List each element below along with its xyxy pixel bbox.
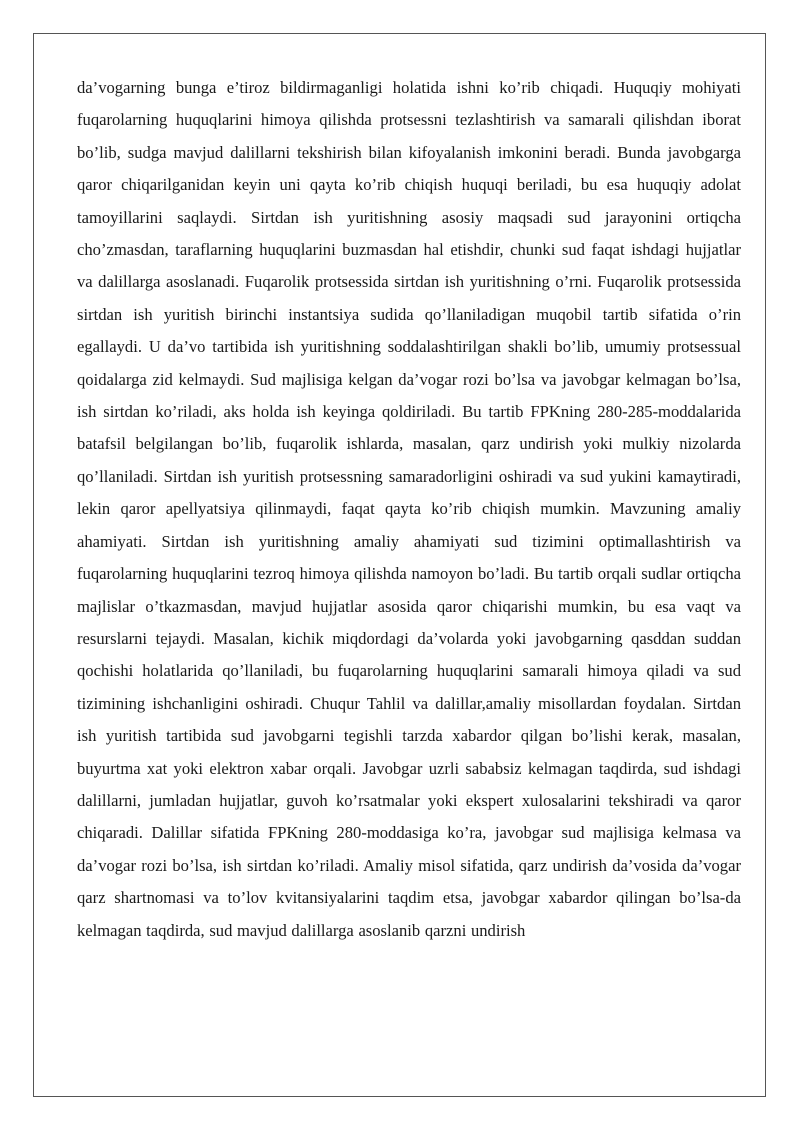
- body-paragraph: da’vogarning bunga e’tiroz bildirmaganligi holatida ishni ko’rib chiqadi. Huquqiy mohiyati fuqarolarning huquqlarini himoya qilishda protsessni tezlashtirish va samarali qilishdan iborat bo’lib, sudga mavjud dalillarni tekshirish bilan kifoyalanish imkonini beradi. Bunda javobgarga qaror chiqarilganidan keyin uni qayta ko’rib chiqish huquqi beriladi, bu esa huquqiy adolat tamoyillarini saqlaydi. Sirtdan ish yuritishning asosiy maqsadi sud jarayonini ortiqcha cho’zmasdan, taraflarning huquqlarini buzmasdan hal etishdir, chunki sud faqat ishdagi hujjatlar va dalillarga asoslanadi. Fuqarolik protsessida sirtdan ish yuritishning o’rni. Fuqarolik protsessida sirtdan ish yuritish birinchi instantsiya sudida qo’llaniladigan muqobil tartib sifatida o’rin egallaydi. U da’vo tartibida ish yuritishning soddalashtirilgan shakli bo’lib, umumiy protsessual qoidalarga zid kelmaydi. Sud majlisiga kelgan da’vogar rozi bo’lsa va javobgar kelmagan bo’lsa, ish sirtdan ko’riladi, aks holda ish keyinga qoldiriladi. Bu tartib FPKning 280-285-moddalarida batafsil belgilangan bo’lib, fuqarolik ishlarda, masalan, qarz undirish yoki mulkiy nizolarda qo’llaniladi. Sirtdan ish yuritish protsessning samaradorligini oshiradi va sud yukini kamaytiradi, lekin qaror apellyatsiya qilinmaydi, faqat qayta ko’rib chiqish mumkin. Mavzuning amaliy ahamiyati. Sirtdan ish yuritishning amaliy ahamiyati sud tizimini optimallashtirish va fuqarolarning huquqlarini tezroq himoya qilishda namoyon bo’ladi. Bu tartib orqali sudlar ortiqcha majlislar o’tkazmasdan, mavjud hujjatlar asosida qaror chiqarishi mumkin, bu esa vaqt va resurslarni tejaydi. Masalan, kichik miqdordagi da’volarda yoki javobgarning qasddan suddan qochishi holatlarida qo’llaniladi, bu fuqarolarning huquqlarini samarali himoya qiladi va sud tizimining ishchanligini oshiradi. Chuqur Tahlil va dalillar,amaliy misollardan foydalan. Sirtdan ish yuritish tartibida sud javobgarni tegishli tarzda xabardor qilgan bo’lishi kerak, masalan, buyurtma xat yoki elektron xabar orqali. Javobgar uzrli sababsiz kelmagan taqdirda, sud ishdagi dalillarni, jumladan hujjatlar, guvoh ko’rsatmalar yoki ekspert xulosalarini tekshiradi va qaror chiqaradi. Dalillar sifatida FPKning 280-moddasiga ko’ra, javobgar sud majlisiga kelmasa va da’vogar rozi bo’lsa, ish sirtdan ko’riladi. Amaliy misol sifatida, qarz undirish da’vosida da’vogar qarz shartnomasi va to’lov kvitansiyalarini taqdim etsa, javobgar xabardor qilingan bo’lsa-da kelmagan taqdirda, sud mavjud dalillarga asoslanib qarzni undirish: [77, 78, 741, 940]
- document-body: [77, 72, 741, 947]
